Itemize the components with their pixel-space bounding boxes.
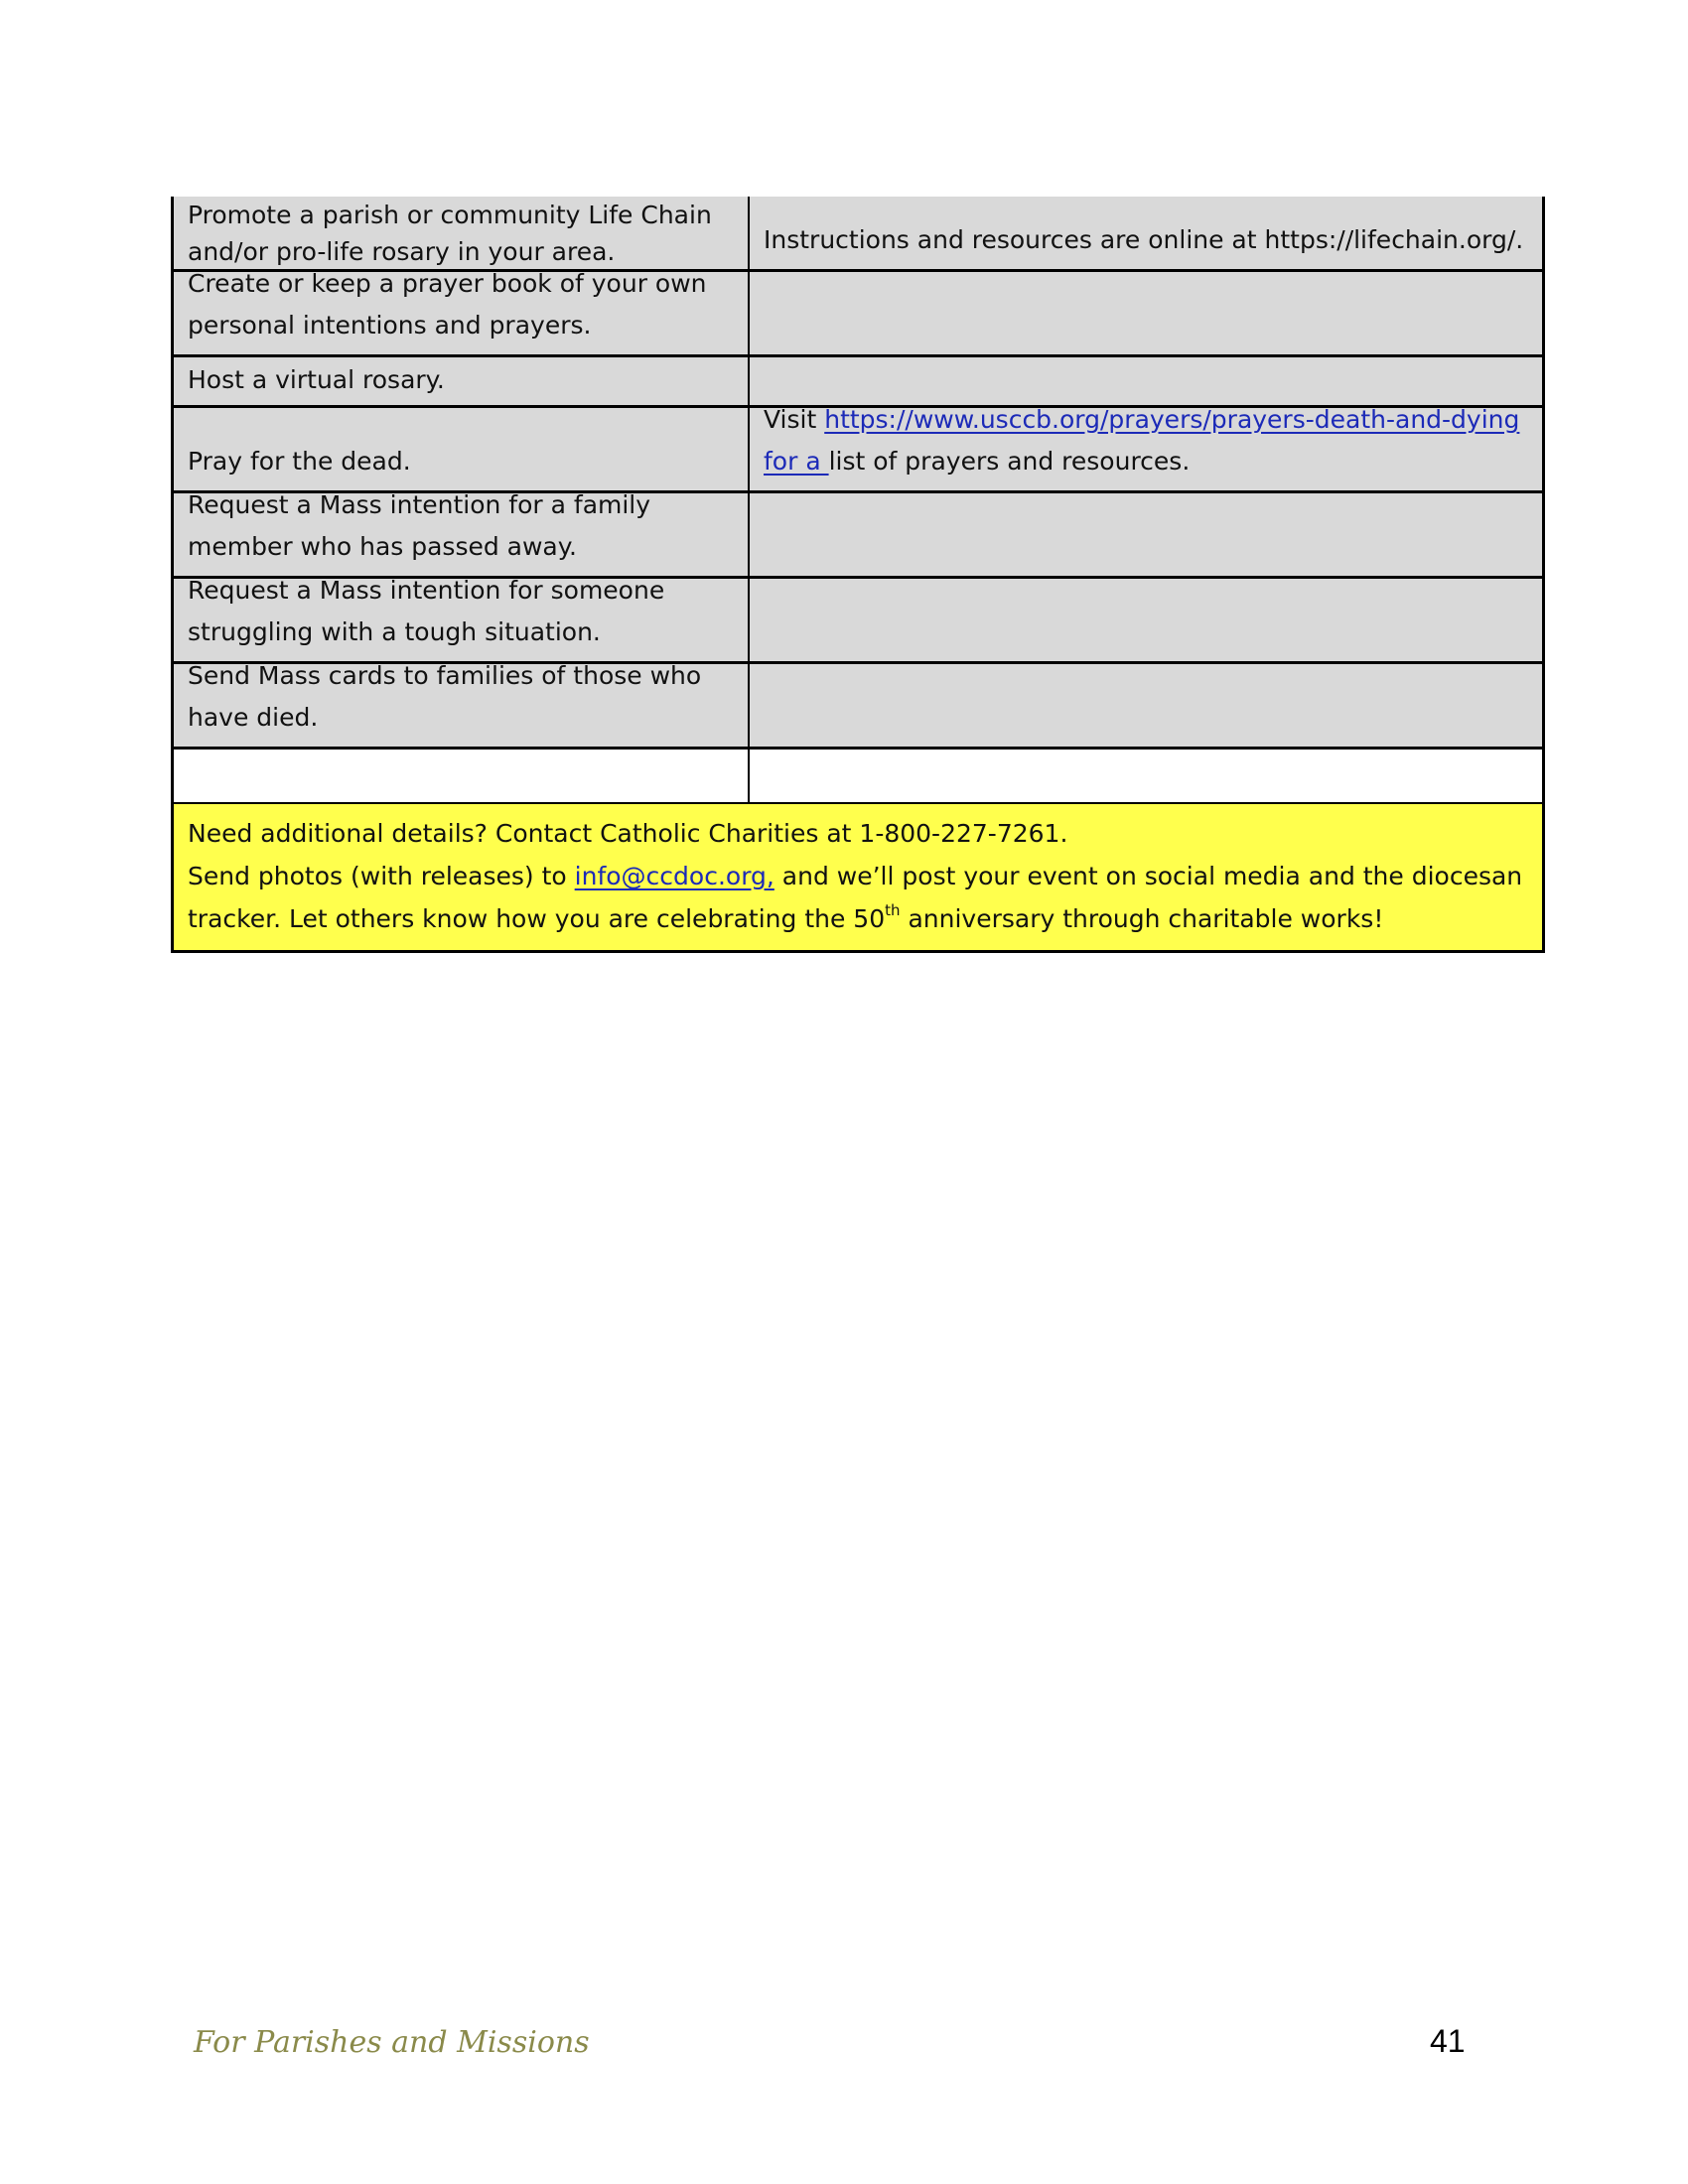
activity-cell bbox=[174, 750, 750, 802]
table-row bbox=[174, 750, 1542, 804]
resource-cell bbox=[750, 405, 1542, 490]
activity-text: Promote a parish or community Life Chain and/or pro-life rosary in your area. bbox=[188, 201, 712, 266]
table-row bbox=[174, 490, 1542, 579]
table-row bbox=[174, 405, 1542, 493]
notice-line-3-prefix: tracker. Let others know how you are celebrating the 50 bbox=[188, 904, 886, 933]
activity-text: Send Mass cards to families of those who have died. bbox=[188, 661, 702, 732]
usccb-prayers-link[interactable]: https://www.usccb.org/prayers/prayers-death-and-dying bbox=[824, 405, 1520, 434]
email-link[interactable]: info@ccdoc.org, bbox=[574, 862, 774, 890]
activity-cell bbox=[174, 197, 750, 269]
resource-cell bbox=[750, 664, 1542, 747]
activity-text: Request a Mass intention for someone struggling with a tough situation. bbox=[188, 576, 665, 646]
activity-cell bbox=[174, 576, 750, 661]
table-row bbox=[174, 576, 1542, 664]
resource-text: Instructions and resources are online at https://lifechain.org/. bbox=[764, 225, 1524, 254]
table-row bbox=[174, 661, 1542, 750]
resource-suffix: list of prayers and resources. bbox=[828, 447, 1191, 476]
resource-cell bbox=[750, 197, 1542, 269]
ordinal-superscript: th bbox=[885, 901, 901, 919]
footer-section-title: For Parishes and Missions bbox=[194, 2025, 590, 2060]
resource-cell bbox=[750, 272, 1542, 354]
resource-cell bbox=[750, 579, 1542, 661]
resource-prefix: Visit bbox=[764, 405, 825, 434]
activity-text: Create or keep a prayer book of your own personal intentions and prayers. bbox=[188, 269, 707, 340]
notice-line-2 bbox=[188, 855, 1528, 897]
resource-cell bbox=[750, 493, 1542, 576]
usccb-prayers-link-continued[interactable]: for a bbox=[764, 447, 829, 476]
activity-text: Request a Mass intention for a family member who has passed away. bbox=[188, 490, 651, 561]
notice-line-2-prefix: Send photos (with releases) to bbox=[188, 862, 575, 890]
activity-cell bbox=[174, 490, 750, 576]
activity-cell bbox=[174, 269, 750, 354]
resource-text bbox=[764, 399, 1519, 482]
notice-line-3 bbox=[188, 897, 1528, 940]
table-row bbox=[174, 269, 1542, 357]
notice-line-3-suffix: anniversary through charitable works! bbox=[900, 904, 1384, 933]
charitable-works-table bbox=[171, 197, 1545, 953]
activity-cell bbox=[174, 661, 750, 747]
activity-cell bbox=[174, 357, 750, 405]
activity-cell bbox=[174, 408, 750, 490]
notice-line-1: Need additional details? Contact Catholic Charities at 1-800-227-7261. bbox=[188, 819, 1068, 848]
activity-text: Host a virtual rosary. bbox=[188, 365, 445, 394]
table-row bbox=[174, 197, 1542, 272]
notice-line-2-suffix: and we’ll post your event on social media and the diocesan bbox=[774, 862, 1523, 890]
resource-cell bbox=[750, 750, 1542, 802]
resource-cell bbox=[750, 357, 1542, 405]
page-number: 41 bbox=[1430, 2023, 1466, 2059]
activity-text: Pray for the dead. bbox=[188, 447, 411, 476]
contact-notice bbox=[174, 804, 1542, 950]
